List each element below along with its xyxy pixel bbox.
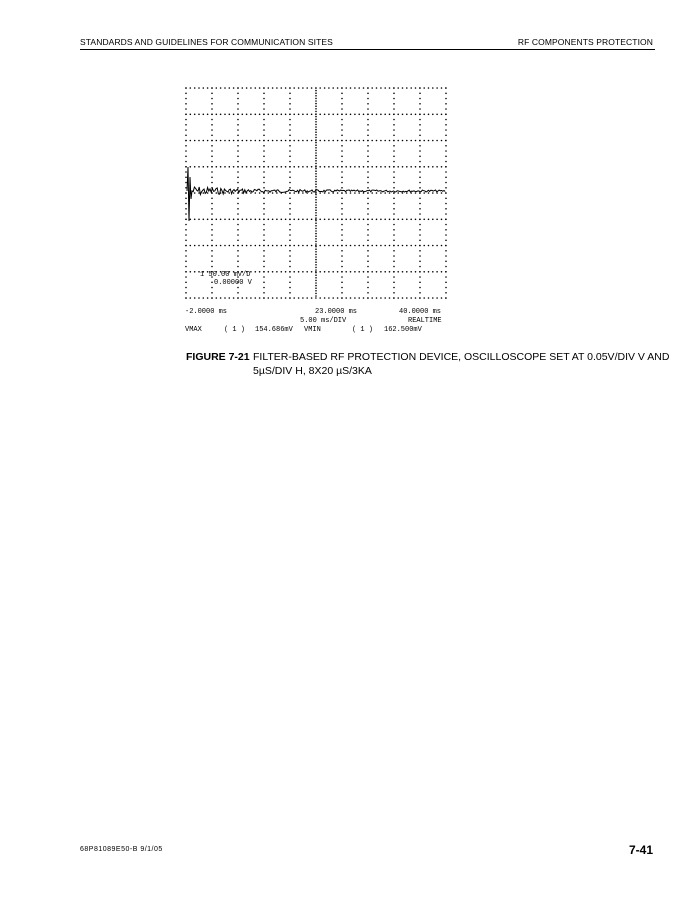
- header-right-title: RF COMPONENTS PROTECTION: [517, 37, 653, 47]
- acquisition-mode: REALTIME: [408, 317, 442, 325]
- oscilloscope-screen: [180, 82, 460, 334]
- page-number: 7-41: [628, 843, 653, 857]
- caption-line-2: 5µS/DIV H, 8X20 µS/3KA: [253, 365, 372, 377]
- channel-scale-readout: 1 50.00 mV/D: [200, 271, 251, 279]
- vmin-channel: ( 1 ): [352, 326, 374, 334]
- time-left-readout: -2.0000 ms: [185, 308, 228, 316]
- running-header-left: [80, 37, 333, 47]
- channel-offset-readout: 0.00000 V: [214, 279, 252, 287]
- time-right-readout: 40.0000 ms: [399, 308, 442, 316]
- running-header-right: [518, 37, 653, 47]
- timebase-readout: 5.00 ms/DIV: [300, 317, 347, 325]
- vmax-channel: ( 1 ): [224, 326, 246, 334]
- vmin-value: 162.500mV: [384, 326, 422, 334]
- vmax-label: VMAX: [185, 326, 202, 334]
- scope-graticule: [185, 87, 447, 299]
- figure-caption: [186, 350, 670, 377]
- vmax-value: 154.686mV: [255, 326, 293, 334]
- header-rule: [80, 49, 655, 50]
- figure-label: FIGURE 7-21: [186, 351, 250, 363]
- footer-doc-id: 68P81089E50-B 9/1/05: [80, 846, 163, 853]
- vmin-label: VMIN: [304, 326, 321, 334]
- time-center-readout: 23.0000 ms: [315, 308, 358, 316]
- caption-line-1: FILTER-BASED RF PROTECTION DEVICE, OSCILLOSCOPE SET AT 0.05V/DIV V AND: [253, 351, 670, 363]
- header-left-title: STANDARDS AND GUIDELINES FOR COMMUNICATION SITES: [80, 37, 333, 47]
